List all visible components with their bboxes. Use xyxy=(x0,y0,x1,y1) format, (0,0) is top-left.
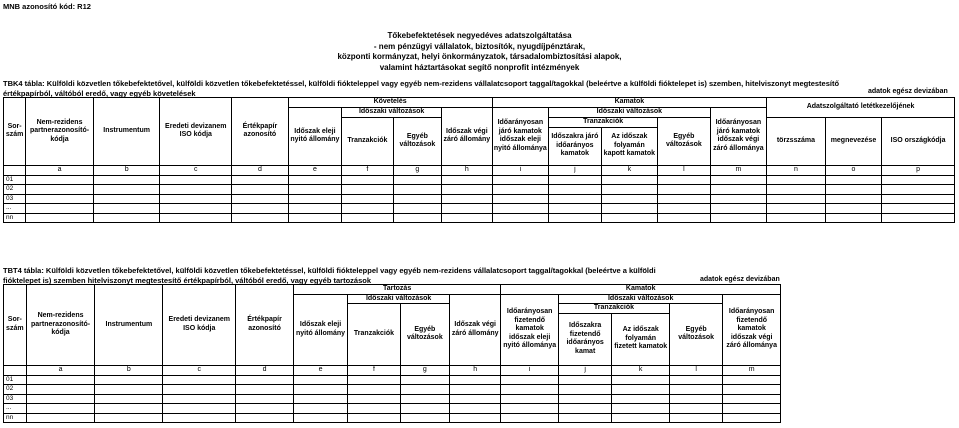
col-sorszam: Sor- szám xyxy=(4,285,27,366)
cell[interactable] xyxy=(236,385,294,395)
cell[interactable] xyxy=(232,175,289,185)
cell[interactable] xyxy=(723,413,781,423)
cell[interactable] xyxy=(393,185,441,195)
col-security: Értékpapír azonosító xyxy=(232,98,289,166)
table-row xyxy=(4,175,955,185)
cell[interactable] xyxy=(93,213,160,223)
cell[interactable] xyxy=(669,385,722,395)
cell[interactable] xyxy=(400,394,449,404)
cell[interactable] xyxy=(393,175,441,185)
col-other: Egyéb változások xyxy=(393,118,441,166)
cell[interactable] xyxy=(549,175,601,185)
cell[interactable] xyxy=(612,375,670,385)
col-partner: Nem-rezidens partnerazonosító-kódja xyxy=(26,285,95,366)
table-row xyxy=(4,375,781,385)
group-liability: Tartozás xyxy=(293,285,501,295)
cell[interactable] xyxy=(93,204,160,214)
cell[interactable] xyxy=(95,404,163,414)
cell[interactable] xyxy=(601,185,658,195)
title-line: Tőkebefektetések negyedéves adatszolgáltatása xyxy=(387,31,572,40)
cell[interactable] xyxy=(160,213,232,223)
col-int-accrued: Időszakra járó időarányos kamatok xyxy=(549,127,601,165)
report-title xyxy=(0,31,959,73)
period-changes: Időszaki változások xyxy=(342,108,442,118)
cell[interactable] xyxy=(710,204,767,214)
cell[interactable] xyxy=(669,375,722,385)
col-int-received: Az időszak folyamán kapott kamatok xyxy=(601,127,658,165)
col-letter: i xyxy=(492,165,549,175)
cell[interactable] xyxy=(236,394,294,404)
cell[interactable] xyxy=(293,404,347,414)
cell[interactable] xyxy=(293,413,347,423)
cell[interactable] xyxy=(882,213,955,223)
cell[interactable] xyxy=(450,413,501,423)
cell[interactable] xyxy=(825,185,882,195)
col-letter: m xyxy=(723,365,781,375)
cell[interactable] xyxy=(723,394,781,404)
col-letter: f xyxy=(348,365,400,375)
cell[interactable] xyxy=(95,385,163,395)
col-opening: Időszak eleji nyitó állomány xyxy=(293,294,347,365)
row-number: nn xyxy=(4,413,27,423)
group-receivable: Követelés xyxy=(288,98,492,108)
cell[interactable] xyxy=(723,404,781,414)
cell[interactable] xyxy=(723,385,781,395)
cell[interactable] xyxy=(342,204,393,214)
col-letter: d xyxy=(236,365,294,375)
row-number: 02 xyxy=(4,185,26,195)
letters-row xyxy=(4,365,781,375)
cell[interactable] xyxy=(342,213,393,223)
cell[interactable] xyxy=(236,413,294,423)
col-closing: Időszak végi záró állomány xyxy=(442,108,492,166)
cell[interactable] xyxy=(558,413,611,423)
cell[interactable] xyxy=(26,204,94,214)
cell[interactable] xyxy=(26,175,94,185)
cell[interactable] xyxy=(160,204,232,214)
cell[interactable] xyxy=(26,404,95,414)
table-row xyxy=(4,204,955,214)
cell[interactable] xyxy=(450,394,501,404)
cell[interactable] xyxy=(348,404,400,414)
cell[interactable] xyxy=(549,185,601,195)
col-other: Egyéb változások xyxy=(400,304,449,366)
table2 xyxy=(3,284,781,423)
cell[interactable] xyxy=(501,385,559,395)
col-letter: d xyxy=(232,165,289,175)
cell[interactable] xyxy=(710,213,767,223)
table1-unit-note: adatok egész devizában xyxy=(868,88,948,95)
col-sorszam: Sor- szám xyxy=(4,98,26,166)
col-letter: j xyxy=(558,365,611,375)
cell[interactable] xyxy=(658,204,710,214)
table1-caption-line: TBK4 tábla: Külföldi közvetlen tőkebefektetővel, külföldi közvetlen tőkebefektetéssel, külföldi fióktelеppel vagy egyéb nem-rezidens vállalatcsoport taggal/tagokkal (beleértve a külföldi fióktelepet is) szemben, hitelviszonyt megtestesítő xyxy=(3,79,840,88)
col-letter: b xyxy=(93,165,160,175)
table2-caption xyxy=(3,266,783,285)
cell[interactable] xyxy=(612,413,670,423)
table1-caption xyxy=(3,79,953,98)
cell[interactable] xyxy=(825,194,882,204)
col-closing: Időszak végi záró állomány xyxy=(450,294,501,365)
cell[interactable] xyxy=(501,413,559,423)
cell[interactable] xyxy=(288,204,342,214)
cell[interactable] xyxy=(288,175,342,185)
cell[interactable] xyxy=(612,385,670,395)
col-security: Értékpapír azonosító xyxy=(236,285,294,366)
col-letter: m xyxy=(710,165,767,175)
int-period-changes: Időszaki változások xyxy=(549,108,711,118)
cell[interactable] xyxy=(160,175,232,185)
cell[interactable] xyxy=(767,204,826,214)
cell[interactable] xyxy=(825,204,882,214)
cell[interactable] xyxy=(558,404,611,414)
cell[interactable] xyxy=(882,204,955,214)
cell[interactable] xyxy=(492,204,549,214)
group-interest: Kamatok xyxy=(501,285,781,295)
row-number: ... xyxy=(4,204,26,214)
cell[interactable] xyxy=(26,413,95,423)
col-letter: k xyxy=(612,365,670,375)
cell[interactable] xyxy=(163,413,236,423)
col-letter: l xyxy=(658,165,710,175)
cell[interactable] xyxy=(558,385,611,395)
cell[interactable] xyxy=(348,413,400,423)
cell[interactable] xyxy=(163,385,236,395)
table2-unit-note: adatok egész devizában xyxy=(700,276,780,283)
col-name: megnevezése xyxy=(825,118,882,166)
col-letter: j xyxy=(549,165,601,175)
col-int-closing: Időarányosan fizetendő kamatok időszak végi záró állománya xyxy=(723,294,781,365)
cell[interactable] xyxy=(601,175,658,185)
col-int-other: Egyéb változások xyxy=(669,304,722,366)
cell[interactable] xyxy=(442,204,492,214)
cell[interactable] xyxy=(288,213,342,223)
cell[interactable] xyxy=(549,194,601,204)
title-line: valamint háztartásokat segítő nonprofit intézmények xyxy=(379,62,580,72)
cell[interactable] xyxy=(710,194,767,204)
col-currency: Eredeti devizanem ISO kódja xyxy=(160,98,232,166)
col-letter: n xyxy=(767,165,826,175)
col-letter: g xyxy=(400,365,449,375)
table-row xyxy=(4,213,955,223)
cell[interactable] xyxy=(348,375,400,385)
cell[interactable] xyxy=(400,385,449,395)
cell[interactable] xyxy=(95,413,163,423)
table-row xyxy=(4,413,781,423)
col-reg-no: törzsszáma xyxy=(767,118,826,166)
col-letter: e xyxy=(288,165,342,175)
document-code: MNB azonosító kód: R12 xyxy=(3,2,91,11)
cell[interactable] xyxy=(442,185,492,195)
cell[interactable] xyxy=(450,385,501,395)
cell[interactable] xyxy=(293,375,347,385)
row-number: ... xyxy=(4,404,27,414)
col-letter: b xyxy=(95,365,163,375)
col-country: ISO országkódja xyxy=(882,118,955,166)
cell[interactable] xyxy=(232,213,289,223)
row-number: 02 xyxy=(4,385,27,395)
col-tranz: Tranzakciók xyxy=(348,304,400,366)
col-int-closing: Időarányosan járó kamatok időszak végi záró állománya xyxy=(710,108,767,166)
cell[interactable] xyxy=(93,185,160,195)
cell[interactable] xyxy=(342,175,393,185)
col-letter: i xyxy=(501,365,559,375)
col-letter: f xyxy=(342,165,393,175)
table2-caption-line: TBT4 tábla: Külföldi közvetlen tőkebefektetővel, külföldi közvetlen tőkebefektetéssel, külföldi fiókteleppel vagy egyéb nem-rezidens vállalatcsoport taggal/tagokkal (beleértve a külföldi xyxy=(3,266,656,275)
cell[interactable] xyxy=(669,413,722,423)
cell[interactable] xyxy=(492,194,549,204)
table-row xyxy=(4,194,955,204)
row-number: 03 xyxy=(4,194,26,204)
cell[interactable] xyxy=(348,385,400,395)
cell[interactable] xyxy=(26,385,95,395)
cell[interactable] xyxy=(26,394,95,404)
cell[interactable] xyxy=(160,194,232,204)
col-letter: h xyxy=(450,365,501,375)
cell[interactable] xyxy=(825,175,882,185)
cell[interactable] xyxy=(95,375,163,385)
cell[interactable] xyxy=(293,385,347,395)
col-int-opening: Időarányosan járó kamatok időszak eleji nyitó állománya xyxy=(492,108,549,166)
cell[interactable] xyxy=(163,404,236,414)
cell[interactable] xyxy=(601,194,658,204)
group-interest: Kamatok xyxy=(492,98,767,108)
col-letter: h xyxy=(442,165,492,175)
col-letter: l xyxy=(669,365,722,375)
cell[interactable] xyxy=(612,394,670,404)
cell[interactable] xyxy=(450,375,501,385)
cell[interactable] xyxy=(163,375,236,385)
period-changes: Időszaki változások xyxy=(348,294,450,304)
cell[interactable] xyxy=(393,194,441,204)
cell[interactable] xyxy=(442,175,492,185)
cell[interactable] xyxy=(549,213,601,223)
cell[interactable] xyxy=(232,194,289,204)
cell[interactable] xyxy=(558,375,611,385)
cell[interactable] xyxy=(658,185,710,195)
cell[interactable] xyxy=(767,194,826,204)
cell[interactable] xyxy=(342,194,393,204)
letters-row xyxy=(4,165,955,175)
col-letter: k xyxy=(601,165,658,175)
cell[interactable] xyxy=(26,194,94,204)
cell[interactable] xyxy=(492,213,549,223)
col-letter: o xyxy=(825,165,882,175)
cell[interactable] xyxy=(348,394,400,404)
cell[interactable] xyxy=(658,175,710,185)
cell[interactable] xyxy=(601,204,658,214)
cell[interactable] xyxy=(442,194,492,204)
cell[interactable] xyxy=(232,204,289,214)
cell[interactable] xyxy=(882,185,955,195)
col-letter: a xyxy=(26,365,95,375)
cell[interactable] xyxy=(93,194,160,204)
cell[interactable] xyxy=(658,213,710,223)
int-period-changes: Időszaki változások xyxy=(558,294,722,304)
table-row xyxy=(4,394,781,404)
col-letter: e xyxy=(293,365,347,375)
cell[interactable] xyxy=(93,175,160,185)
col-tranz: Tranzakciók xyxy=(342,118,393,166)
cell[interactable] xyxy=(501,375,559,385)
cell[interactable] xyxy=(26,185,94,195)
cell[interactable] xyxy=(501,404,559,414)
cell[interactable] xyxy=(825,213,882,223)
cell[interactable] xyxy=(400,413,449,423)
col-int-paid: Az időszak folyamán fizetett kamatok xyxy=(612,313,670,365)
table2-caption-line: fióktelepet is) szemben hitelviszonyt megtestesítő értékpapírból, váltóból eredő, vagy egyéb tartozások xyxy=(3,275,372,285)
cell[interactable] xyxy=(26,213,94,223)
cell[interactable] xyxy=(293,394,347,404)
col-instrument: Instrumentum xyxy=(93,98,160,166)
cell[interactable] xyxy=(160,185,232,195)
table-row xyxy=(4,185,955,195)
col-int-opening: Időarányosan fizetendő kamatok időszak eleji nyitó állománya xyxy=(501,294,559,365)
cell[interactable] xyxy=(442,213,492,223)
cell[interactable] xyxy=(669,404,722,414)
row-number: 01 xyxy=(4,175,26,185)
cell[interactable] xyxy=(236,375,294,385)
row-number: 01 xyxy=(4,375,27,385)
cell[interactable] xyxy=(342,185,393,195)
col-letter: c xyxy=(160,165,232,175)
row-number: 03 xyxy=(4,394,27,404)
cell[interactable] xyxy=(232,185,289,195)
table1-caption-line: értékpapírból, váltóból eredő, vagy egyéb követelések xyxy=(3,88,196,98)
int-transactions: Tranzakciók xyxy=(558,304,669,314)
col-int-other: Egyéb változások xyxy=(658,118,710,166)
cell[interactable] xyxy=(393,204,441,214)
col-instrument: Instrumentum xyxy=(95,285,163,366)
cell[interactable] xyxy=(549,204,601,214)
cell[interactable] xyxy=(492,185,549,195)
table-row xyxy=(4,385,781,395)
cell[interactable] xyxy=(288,185,342,195)
title-line: - nem pénzügyi vállalatok, biztosítók, nyugdíjpénztárak, xyxy=(373,41,586,51)
cell[interactable] xyxy=(669,394,722,404)
cell[interactable] xyxy=(163,394,236,404)
col-opening: Időszak eleji nyitó állomány xyxy=(288,108,342,166)
cell[interactable] xyxy=(501,394,559,404)
cell[interactable] xyxy=(400,404,449,414)
col-letter: c xyxy=(163,365,236,375)
cell[interactable] xyxy=(767,213,826,223)
cell[interactable] xyxy=(400,375,449,385)
col-int-accrued: Időszakra fizetendő időarányos kamat xyxy=(558,313,611,365)
col-letter: a xyxy=(26,165,94,175)
cell[interactable] xyxy=(658,194,710,204)
cell[interactable] xyxy=(710,185,767,195)
cell[interactable] xyxy=(288,194,342,204)
cell[interactable] xyxy=(450,404,501,414)
cell[interactable] xyxy=(601,213,658,223)
col-currency: Eredeti devizanem ISO kódja xyxy=(163,285,236,366)
group-custody: Adatszolgáltató letétkezelőjének xyxy=(767,98,955,118)
cell[interactable] xyxy=(767,185,826,195)
cell[interactable] xyxy=(558,394,611,404)
col-letter: p xyxy=(882,165,955,175)
title-line: központi kormányzat, helyi önkormányzatok, társadalombiztosítási alapok, xyxy=(337,52,622,61)
cell[interactable] xyxy=(767,175,826,185)
cell[interactable] xyxy=(492,175,549,185)
cell[interactable] xyxy=(236,404,294,414)
table1 xyxy=(3,97,955,223)
table-row xyxy=(4,404,781,414)
cell[interactable] xyxy=(882,194,955,204)
int-transactions: Tranzakciók xyxy=(549,118,658,128)
cell[interactable] xyxy=(723,375,781,385)
cell[interactable] xyxy=(95,394,163,404)
cell[interactable] xyxy=(393,213,441,223)
cell[interactable] xyxy=(882,175,955,185)
cell[interactable] xyxy=(26,375,95,385)
cell[interactable] xyxy=(612,404,670,414)
col-letter: g xyxy=(393,165,441,175)
row-number: nn xyxy=(4,213,26,223)
cell[interactable] xyxy=(710,175,767,185)
col-partner: Nem-rezidens partnerazonosító-kódja xyxy=(26,98,94,166)
